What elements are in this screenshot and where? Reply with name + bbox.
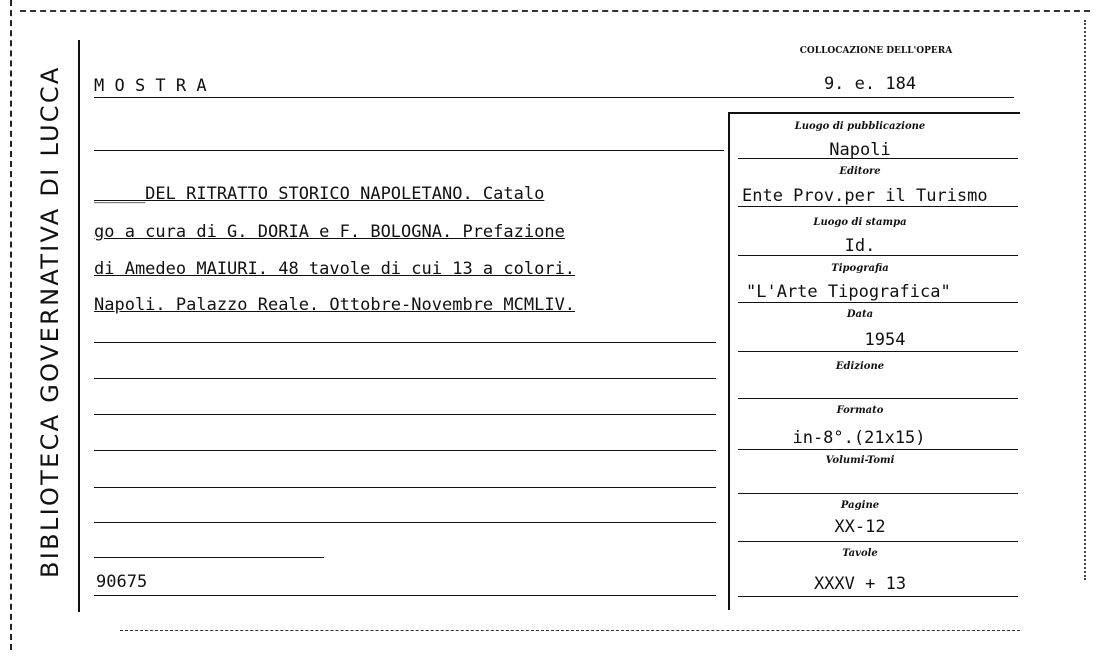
field-rule [738, 158, 1018, 159]
label-tavole: Tavole [842, 548, 878, 559]
left-margin-rule [78, 40, 80, 612]
field-rule [738, 449, 1018, 450]
inventory-number: 90675 [96, 572, 148, 592]
value-luogo-pubblicazione: Napoli [829, 140, 891, 160]
field-rule [738, 206, 1018, 207]
ruled-line [94, 557, 324, 558]
label-luogo-pubblicazione: Luogo di pubblicazione [794, 121, 926, 132]
value-tavole: XXXV + 13 [813, 574, 907, 594]
ruled-line [94, 522, 716, 523]
heading: M O S T R A [94, 76, 207, 96]
field-rule [738, 398, 1018, 399]
body-line-2: go a cura di G. DORIA e F. BOLOGNA. Prefazione [94, 222, 565, 242]
card-top-edge [20, 10, 1090, 12]
body-line-4: Napoli. Palazzo Reale. Ottobre-Novembre MCMLIV. [94, 295, 576, 315]
body-line-1: _____DEL RITRATTO STORICO NAPOLETANO. Catalo [94, 184, 545, 204]
value-luogo-stampa: Id. [844, 236, 876, 256]
label-pagine: Pagine [840, 500, 880, 511]
bottom-mark [120, 630, 1020, 631]
label-tipografia: Tipografia [831, 263, 889, 274]
ruled-line [94, 450, 716, 451]
value-editore: Ente Prov.per il Turismo [742, 186, 988, 206]
body-rule-top [94, 150, 724, 151]
field-rule [738, 541, 1018, 542]
value-tipografia: "L'Arte Tipografica" [746, 282, 951, 302]
value-pagine: XX-12 [834, 517, 886, 537]
ruled-line [94, 595, 716, 596]
field-rule [738, 596, 1018, 597]
library-name: BIBLIOTECA GOVERNATIVA DI LUCCA [36, 65, 64, 579]
ruled-line [94, 378, 716, 379]
field-rule [738, 493, 1018, 494]
field-rule [738, 255, 1018, 256]
label-edizione: Edizione [835, 361, 885, 372]
value-formato: in-8°.(21x15) [792, 428, 926, 448]
label-luogo-stampa: Luogo di stampa [813, 217, 907, 228]
card-left-edge [10, 0, 12, 650]
field-rule [738, 351, 1018, 352]
ruled-line [94, 414, 716, 415]
card-right-edge [1084, 20, 1086, 580]
ruled-line [94, 342, 716, 343]
ruled-line [94, 487, 716, 488]
collocation-label: COLLOCAZIONE DELL'OPERA [799, 46, 953, 56]
label-data: Data [846, 309, 874, 320]
field-rule [738, 302, 1018, 303]
heading-rule [94, 97, 1014, 98]
body-line-3: di Amedeo MAIURI. 48 tavole di cui 13 a colori. [94, 259, 576, 279]
fields-box-top [728, 112, 1020, 114]
fields-box-left [728, 112, 730, 610]
collocation-value: 9. e. 184 [823, 74, 917, 94]
value-data: 1954 [864, 330, 906, 350]
label-editore: Editore [839, 166, 881, 177]
label-formato: Formato [836, 405, 884, 416]
label-volumi-tomi: Volumi-Tomi [825, 455, 895, 466]
